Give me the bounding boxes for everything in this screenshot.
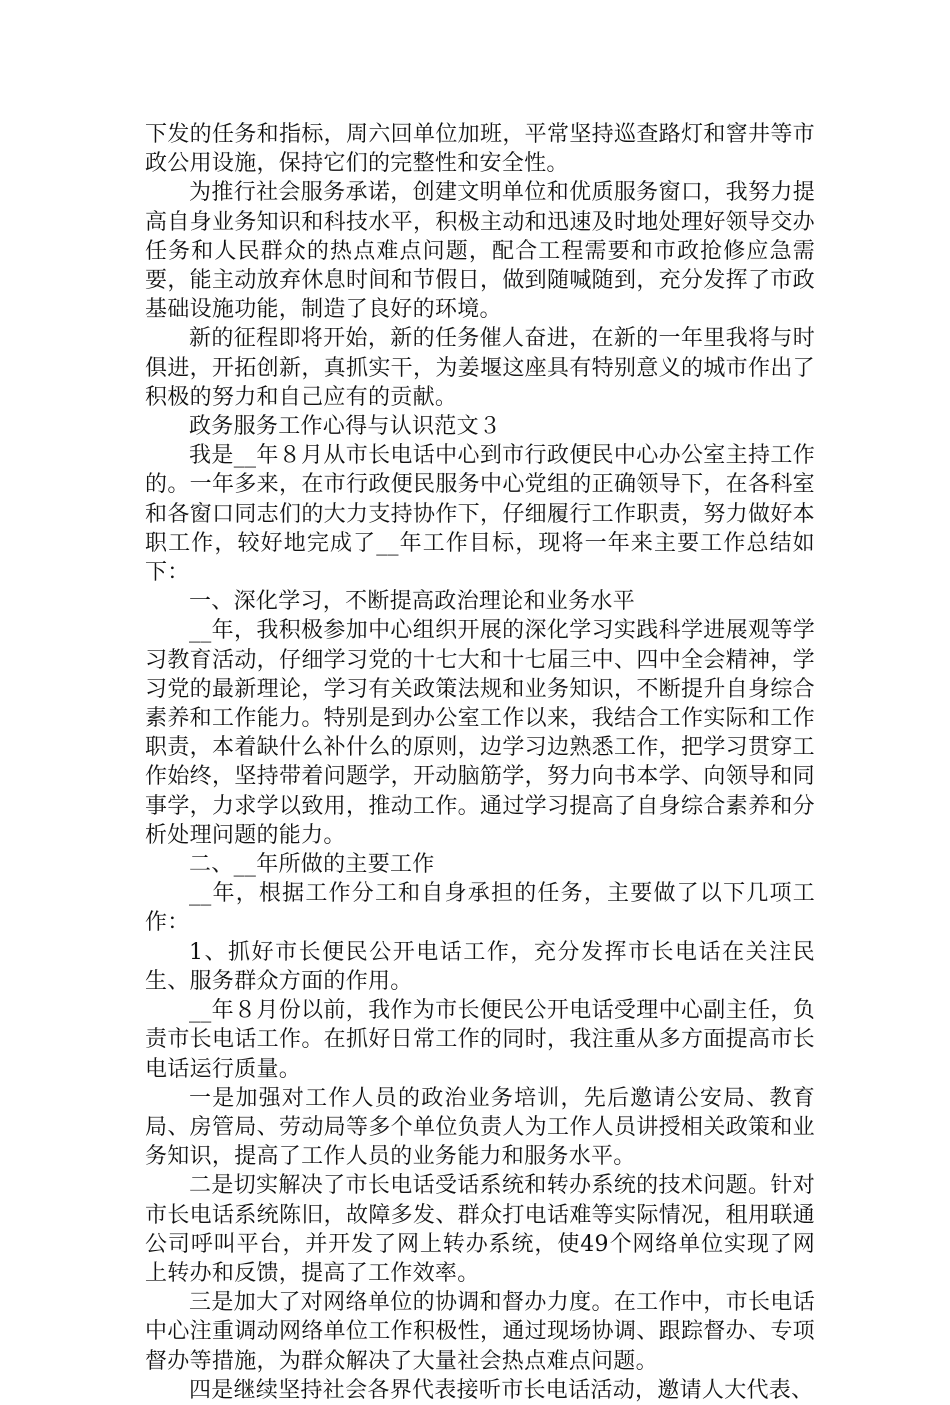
- section-heading: 一、深化学习，不断提高政治理论和业务水平: [189, 589, 636, 615]
- paragraph: __年，根据工作分工和自身承担的任务，主要做了以下几项工作：: [145, 881, 815, 936]
- paragraph: __年，我积极参加中心组织开展的深化学习实践科学进展观等学习教育活动，仔细学习党的十七大和十七届三中、四中全会精神，学习党的最新理论，学习有关政策法规和业务知识，不断提升自身综合素养和工作能力。特别是到办公室工作以来，我结合工作实际和工作职责，本着缺什么补什么的原则，边学习边熟悉工作，把学习贯穿工作始终，坚持带着问题学，开动脑筋学，努力向书本学、向领导和同事学，力求学以致用，推动工作。通过学习提高了自身综合素养和分析处理问题的能力。: [145, 618, 815, 848]
- section-heading: 政务服务工作心得与认识范文３: [189, 414, 502, 440]
- paragraph: 三是加大了对网络单位的协调和督办力度。在工作中，市长电话中心注重调动网络单位工作积极性，通过现场协调、跟踪督办、专项督办等措施，为群众解决了大量社会热点难点问题。: [145, 1290, 815, 1374]
- paragraph: 四是继续坚持社会各界代表接听市长电话活动，邀请人大代表、: [189, 1377, 814, 1403]
- paragraph: 二是切实解决了市长电话受话系统和转办系统的技术问题。针对市长电话系统陈旧，故障多发、群众打电话难等实际情况，租用联通公司呼叫平台，并开发了网上转办系统，使49个网络单位实现了网上转办和反馈，提高了工作效率。: [145, 1173, 815, 1286]
- paragraph: __年８月份以前，我作为市长便民公开电话受理中心副主任，负责市长电话工作。在抓好日常工作的同时，我注重从多方面提高市长电话运行质量。: [145, 998, 815, 1082]
- paragraph: 一是加强对工作人员的政治业务培训，先后邀请公安局、教育局、房管局、劳动局等多个单位负责人为工作人员讲授相关政策和业务知识，提高了工作人员的业务能力和服务水平。: [145, 1085, 815, 1170]
- paragraph: 为推行社会服务承诺，创建文明单位和优质服务窗口，我努力提高自身业务知识和科技水平，积极主动和迅速及时地处理好领导交办任务和人民群众的热点难点问题，配合工程需要和市政抢修应急需要，能主动放弃休息时间和节假日，做到随喊随到，充分发挥了市政基础设施功能，制造了良好的环境。: [145, 180, 815, 323]
- paragraph: 新的征程即将开始，新的任务催人奋进，在新的一年里我将与时俱进，开拓创新，真抓实干，为姜堰这座具有特别意义的城市作出了积极的努力和自己应有的贡献。: [145, 326, 815, 410]
- paragraph: 我是__年８月从市长电话中心到市行政便民中心办公室主持工作的。一年多来，在市行政便民服务中心党组的正确领导下，在各科室和各窗口同志们的大力支持协作下，仔细履行工作职责，努力做好本职工作，较好地完成了__年工作目标，现将一年来主要工作总结如下：: [145, 443, 815, 586]
- document-body: [145, 120, 815, 1405]
- paragraph: 1、抓好市长便民公开电话工作，充分发挥市长电话在关注民生、服务群众方面的作用。: [145, 939, 815, 994]
- paragraph: 下发的任务和指标，周六回单位加班，平常坚持巡查路灯和窨井等市政公用设施，保持它们的完整性和安全性。: [145, 122, 815, 177]
- section-heading: 二、__年所做的主要工作: [189, 852, 435, 878]
